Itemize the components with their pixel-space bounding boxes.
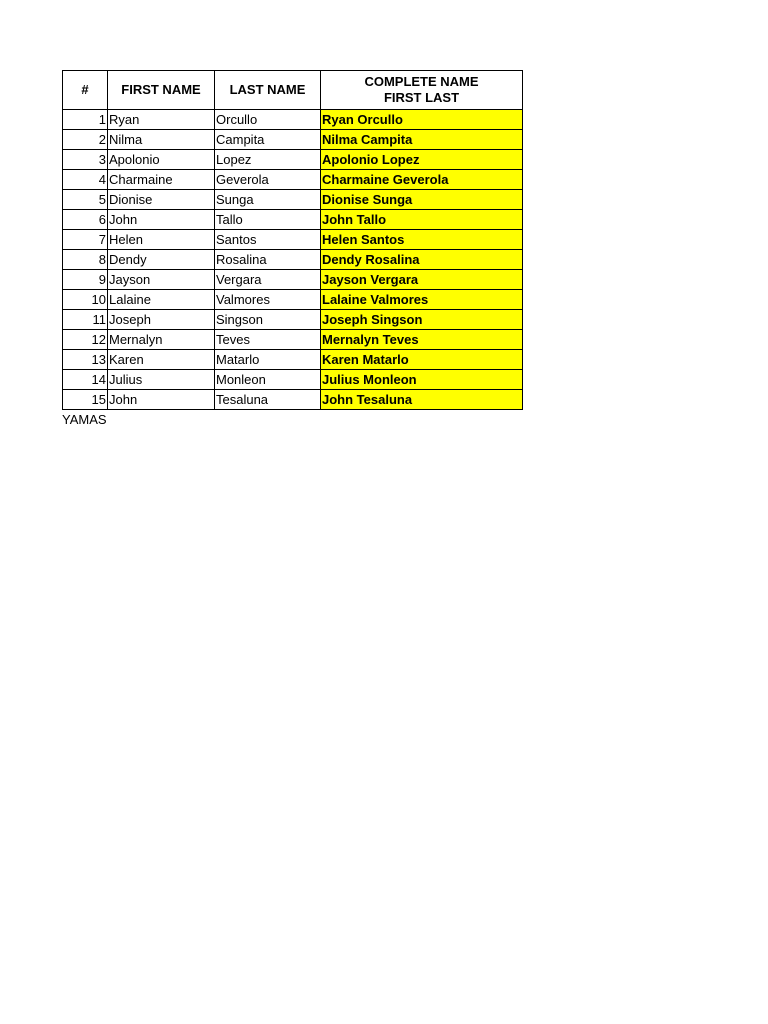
cell-complete-name[interactable]: Dendy Rosalina <box>321 250 523 270</box>
cell-first-name[interactable]: Joseph <box>108 310 215 330</box>
table-row <box>63 270 523 290</box>
table-row <box>63 250 523 270</box>
header-num[interactable]: # <box>63 71 108 110</box>
header-first-name[interactable]: FIRST NAME <box>108 71 215 110</box>
cell-complete-name[interactable]: Jayson Vergara <box>321 270 523 290</box>
table-row <box>63 170 523 190</box>
cell-complete-name[interactable]: Nilma Campita <box>321 130 523 150</box>
cell-num[interactable]: 2 <box>63 130 108 150</box>
cell-first-name[interactable]: Dionise <box>108 190 215 210</box>
cell-num[interactable]: 15 <box>63 390 108 410</box>
cell-complete-name[interactable]: Lalaine Valmores <box>321 290 523 310</box>
cell-last-name[interactable]: Matarlo <box>215 350 321 370</box>
cell-num[interactable]: 6 <box>63 210 108 230</box>
table-row <box>63 330 523 350</box>
cell-complete-name[interactable]: Dionise Sunga <box>321 190 523 210</box>
cell-last-name[interactable]: Valmores <box>215 290 321 310</box>
cell-num[interactable]: 8 <box>63 250 108 270</box>
cell-num[interactable]: 11 <box>63 310 108 330</box>
cell-last-name[interactable]: Singson <box>215 310 321 330</box>
cell-num[interactable]: 13 <box>63 350 108 370</box>
cell-last-name[interactable]: Santos <box>215 230 321 250</box>
cell-first-name[interactable]: Jayson <box>108 270 215 290</box>
header-complete-name-line1: COMPLETE NAME <box>364 74 479 89</box>
spreadsheet-sheet <box>62 70 523 429</box>
cell-first-name[interactable]: Mernalyn <box>108 330 215 350</box>
cell-last-name[interactable]: Campita <box>215 130 321 150</box>
table-row <box>63 110 523 130</box>
cell-complete-name[interactable]: Helen Santos <box>321 230 523 250</box>
cell-first-name[interactable]: Apolonio <box>108 150 215 170</box>
cell-first-name[interactable]: Dendy <box>108 250 215 270</box>
names-table <box>62 70 523 410</box>
header-complete-name[interactable] <box>321 71 523 110</box>
cell-num[interactable]: 7 <box>63 230 108 250</box>
cell-complete-name[interactable]: Julius Monleon <box>321 370 523 390</box>
cell-num[interactable]: 3 <box>63 150 108 170</box>
cell-complete-name[interactable]: Apolonio Lopez <box>321 150 523 170</box>
cell-last-name[interactable]: Lopez <box>215 150 321 170</box>
cell-last-name[interactable]: Monleon <box>215 370 321 390</box>
cell-last-name[interactable]: Tallo <box>215 210 321 230</box>
cell-last-name[interactable]: Rosalina <box>215 250 321 270</box>
cell-first-name[interactable]: Helen <box>108 230 215 250</box>
table-row <box>63 230 523 250</box>
header-row <box>63 71 523 110</box>
table-row <box>63 290 523 310</box>
table-row <box>63 390 523 410</box>
cell-last-name[interactable]: Tesaluna <box>215 390 321 410</box>
cell-last-name[interactable]: Teves <box>215 330 321 350</box>
table-row <box>63 370 523 390</box>
cell-complete-name[interactable]: John Tesaluna <box>321 390 523 410</box>
cell-first-name[interactable]: John <box>108 390 215 410</box>
table-row <box>63 310 523 330</box>
cell-complete-name[interactable]: Ryan Orcullo <box>321 110 523 130</box>
table-row <box>63 350 523 370</box>
cell-last-name[interactable]: Sunga <box>215 190 321 210</box>
cell-first-name[interactable]: John <box>108 210 215 230</box>
cell-last-name[interactable]: Vergara <box>215 270 321 290</box>
cell-num[interactable]: 10 <box>63 290 108 310</box>
cell-first-name[interactable]: Charmaine <box>108 170 215 190</box>
table-row <box>63 210 523 230</box>
cell-num[interactable]: 1 <box>63 110 108 130</box>
table-row <box>63 150 523 170</box>
table-row <box>63 190 523 210</box>
footer-note: YAMAS <box>62 412 107 427</box>
cell-first-name[interactable]: Nilma <box>108 130 215 150</box>
cell-complete-name[interactable]: Joseph Singson <box>321 310 523 330</box>
cell-num[interactable]: 12 <box>63 330 108 350</box>
cell-last-name[interactable]: Orcullo <box>215 110 321 130</box>
cell-complete-name[interactable]: Mernalyn Teves <box>321 330 523 350</box>
cell-num[interactable]: 9 <box>63 270 108 290</box>
cell-last-name[interactable]: Geverola <box>215 170 321 190</box>
table-row <box>63 130 523 150</box>
cell-first-name[interactable]: Julius <box>108 370 215 390</box>
cell-complete-name[interactable]: Karen Matarlo <box>321 350 523 370</box>
cell-first-name[interactable]: Lalaine <box>108 290 215 310</box>
cell-first-name[interactable]: Ryan <box>108 110 215 130</box>
cell-first-name[interactable]: Karen <box>108 350 215 370</box>
cell-num[interactable]: 4 <box>63 170 108 190</box>
cell-complete-name[interactable]: Charmaine Geverola <box>321 170 523 190</box>
header-complete-name-line2: FIRST LAST <box>383 90 460 105</box>
header-last-name[interactable]: LAST NAME <box>215 71 321 110</box>
cell-num[interactable]: 5 <box>63 190 108 210</box>
cell-complete-name[interactable]: John Tallo <box>321 210 523 230</box>
cell-num[interactable]: 14 <box>63 370 108 390</box>
